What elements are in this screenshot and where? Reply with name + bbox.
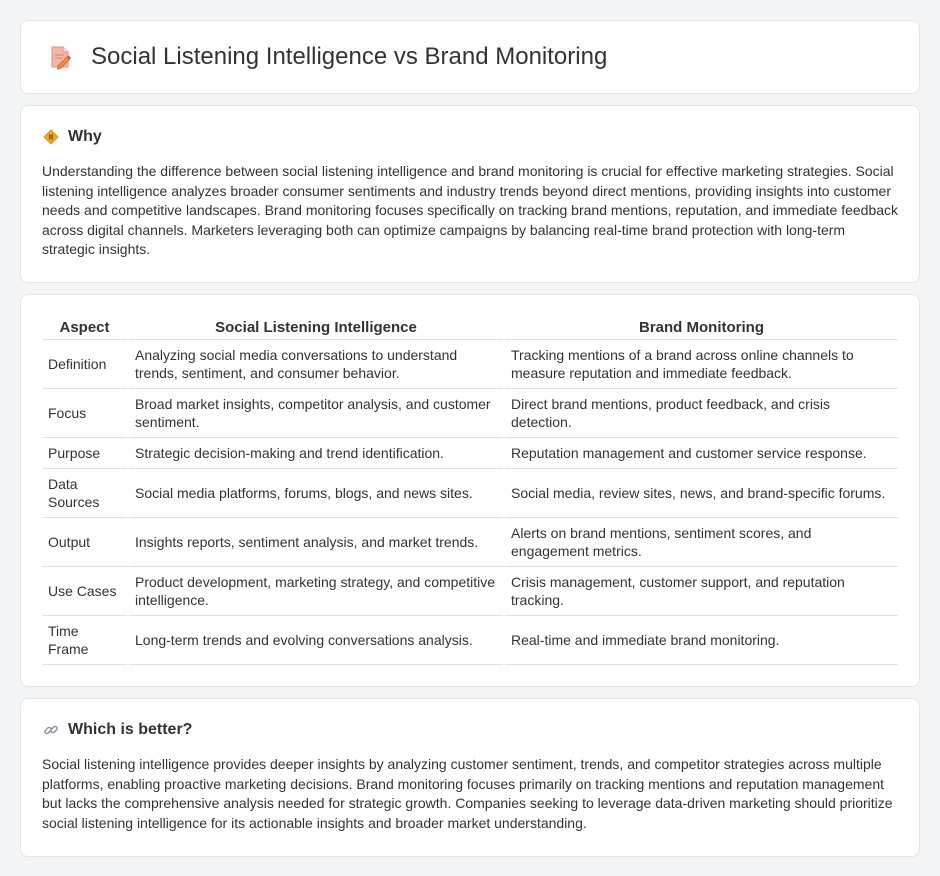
row-brand-monitoring: Reputation management and customer service response. xyxy=(504,438,898,469)
row-social-listening: Analyzing social media conversations to understand trends, sentiment, and consumer behavior. xyxy=(128,340,504,389)
row-brand-monitoring: Real-time and immediate brand monitoring. xyxy=(504,616,898,665)
which-is-better-section xyxy=(20,698,920,857)
row-brand-monitoring: Social media, review sites, news, and brand-specific forums. xyxy=(504,469,898,518)
row-aspect: Use Cases xyxy=(42,567,128,616)
row-social-listening: Broad market insights, competitor analysis, and customer sentiment. xyxy=(128,389,504,438)
why-text: Understanding the difference between social listening intelligence and brand monitoring is crucial for effective marketing strategies. Social listening intelligence analyzes broader consumer sentiments and industry trends beyond direct mentions, providing insights into customer needs and competitive landscapes. Brand monitoring focuses specifically on tracking brand mentions, reputation, and immediate feedback across digital channels. Marketers leveraging both can optimize campaigns by balancing real-time brand protection with long-term strategic insights. xyxy=(42,163,899,258)
why-heading: Why xyxy=(68,128,102,145)
page-title: Social Listening Intelligence vs Brand Monitoring xyxy=(91,43,608,70)
diamond-signal-icon xyxy=(42,128,60,146)
row-aspect: Time Frame xyxy=(42,616,128,665)
comparison-table xyxy=(42,315,898,665)
row-aspect: Data Sources xyxy=(42,469,128,518)
title-card xyxy=(20,20,920,94)
table-row xyxy=(42,567,898,616)
row-brand-monitoring: Tracking mentions of a brand across online channels to measure reputation and immediate feedback. xyxy=(504,340,898,389)
header-social-listening: Social Listening Intelligence xyxy=(128,315,504,340)
table-row xyxy=(42,518,898,567)
row-social-listening: Social media platforms, forums, blogs, and news sites. xyxy=(128,469,504,518)
row-social-listening: Insights reports, sentiment analysis, and market trends. xyxy=(128,518,504,567)
table-row xyxy=(42,438,898,469)
comparison-table-card xyxy=(20,294,920,687)
row-brand-monitoring: Alerts on brand mentions, sentiment scores, and engagement metrics. xyxy=(504,518,898,567)
why-section xyxy=(20,105,920,283)
which-is-better-heading: Which is better? xyxy=(68,721,193,738)
row-aspect: Output xyxy=(42,518,128,567)
table-row xyxy=(42,340,898,389)
row-aspect: Definition xyxy=(42,340,128,389)
table-row xyxy=(42,469,898,518)
row-aspect: Focus xyxy=(42,389,128,438)
row-social-listening: Product development, marketing strategy, and competitive intelligence. xyxy=(128,567,504,616)
row-social-listening: Long-term trends and evolving conversations analysis. xyxy=(128,616,504,665)
row-social-listening: Strategic decision-making and trend identification. xyxy=(128,438,504,469)
row-brand-monitoring: Crisis management, customer support, and reputation tracking. xyxy=(504,567,898,616)
link-icon xyxy=(42,721,60,739)
row-brand-monitoring: Direct brand mentions, product feedback, and crisis detection. xyxy=(504,389,898,438)
document-pencil-icon xyxy=(47,44,73,70)
header-brand-monitoring: Brand Monitoring xyxy=(504,315,898,340)
table-row xyxy=(42,616,898,665)
which-is-better-text: Social listening intelligence provides deeper insights by analyzing customer sentiment, trends, and competitor strategies across multiple platforms, enabling proactive marketing decisions. Brand monitoring focuses primarily on tracking mentions and reputation management but lacks the comprehensive analysis needed for strategic growth. Companies seeking to leverage data-driven marketing should prioritize social listening intelligence for its actionable insights and broader market understanding. xyxy=(42,756,893,831)
header-aspect: Aspect xyxy=(42,315,128,340)
row-aspect: Purpose xyxy=(42,438,128,469)
table-row xyxy=(42,389,898,438)
